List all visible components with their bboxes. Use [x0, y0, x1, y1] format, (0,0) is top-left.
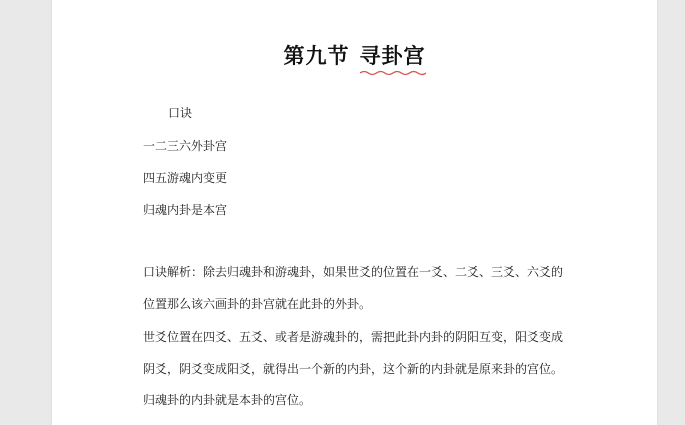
explanation-line-2: 位置那么该六画卦的卦宫就在此卦的外卦。	[143, 297, 372, 311]
document-page	[52, 0, 657, 425]
explanation-line-1: 口诀解析：除去归魂卦和游魂卦，如果世爻的位置在一爻、二爻、三爻、六爻的	[143, 265, 564, 279]
mnemonic-heading: 口诀	[168, 106, 193, 120]
mnemonic-line-1: 一二三六外卦宫	[143, 139, 228, 153]
spellcheck-underline	[360, 70, 426, 76]
section-title-wrap	[360, 40, 426, 70]
section-number: 第九节	[283, 44, 350, 68]
mnemonic-line-3: 归魂内卦是本宫	[143, 203, 228, 217]
section-heading	[52, 40, 657, 70]
explanation-line-5: 归魂卦的内卦就是本卦的宫位。	[143, 393, 312, 407]
mnemonic-line-2: 四五游魂内变更	[143, 171, 228, 185]
section-title: 寻卦宫	[359, 44, 426, 68]
explanation-line-4: 阴爻，阴爻变成阳爻，就得出一个新的内卦，这个新的内卦就是原来卦的宫位。	[143, 362, 564, 376]
explanation-line-3: 世爻位置在四爻、五爻、或者是游魂卦的，需把此卦内卦的阴阳互变，阳爻变成	[143, 330, 564, 344]
